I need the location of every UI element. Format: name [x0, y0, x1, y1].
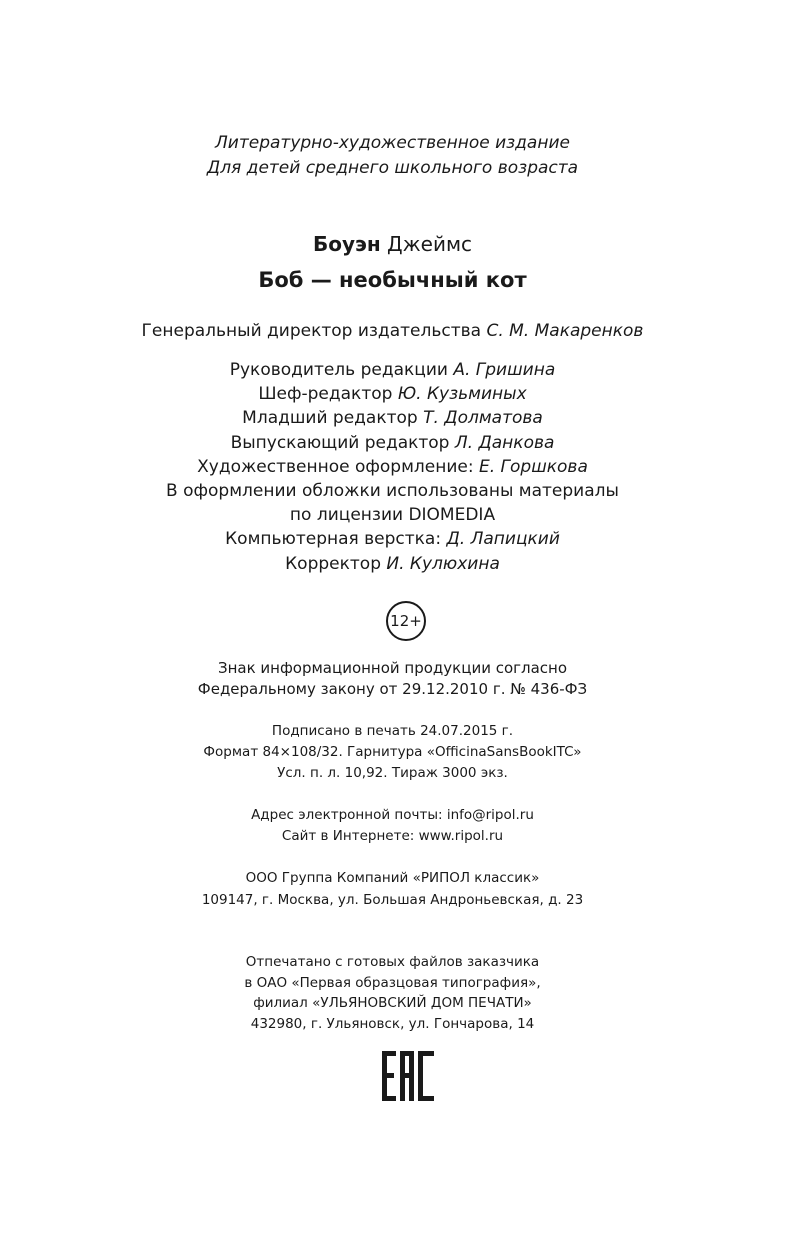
- company-name: ООО Группа Компаний «РИПОЛ классик»: [245, 870, 540, 886]
- staff-line: [0, 358, 785, 382]
- staff-role: Младший редактор: [242, 408, 418, 429]
- director-name: С. М. Макаренков: [486, 321, 644, 341]
- email-line: Адрес электронной почты: info@ripol.ru: [251, 807, 534, 823]
- law-note-line: Знак информационной продукции согласно: [217, 659, 568, 677]
- staff-name: Д. Лапицкий: [446, 529, 560, 550]
- staff-role: Компьютерная верстка:: [225, 529, 442, 550]
- staff-name: Т. Долматова: [423, 408, 543, 429]
- law-note: [0, 658, 785, 700]
- edition-kind: Литературно-художественное издание: [215, 133, 570, 153]
- print-info-line: Формат 84×108/32. Гарнитура «OfficinaSansBookITC»: [203, 744, 582, 760]
- printer-line: в ОАО «Первая образцовая типография»,: [244, 974, 541, 991]
- staff-role: Руководитель редакции: [229, 360, 448, 380]
- author-first-name: Джеймс: [387, 232, 473, 256]
- printer-info: [0, 952, 785, 1034]
- staff-line: [0, 431, 785, 455]
- printer-line: 432980, г. Ульяновск, ул. Гончарова, 14: [250, 1015, 535, 1032]
- staff-role: Художественное оформление:: [197, 456, 474, 477]
- cover-note-line: В оформлении обложки использованы материалы: [166, 481, 619, 502]
- contacts: [0, 805, 785, 847]
- book-title: Боб — необычный кот: [258, 268, 527, 292]
- author-line: [0, 230, 785, 258]
- edition-info: [0, 131, 785, 181]
- company-address: 109147, г. Москва, ул. Большая Андроньевская, д. 23: [201, 892, 584, 908]
- staff-name: А. Гришина: [453, 360, 556, 380]
- age-rating-badge: 12+: [386, 601, 426, 641]
- staff-line: [0, 455, 785, 479]
- staff-name: Л. Данкова: [454, 432, 555, 453]
- print-info-line: Усл. п. л. 10,92. Тираж 3000 экз.: [277, 765, 508, 781]
- staff-line: [0, 406, 785, 430]
- staff-name: Ю. Кузьминых: [397, 384, 527, 405]
- website-line: Сайт в Интернете: www.ripol.ru: [281, 828, 504, 844]
- law-note-line: Федеральному закону от 29.12.2010 г. № 436-ФЗ: [197, 680, 588, 698]
- staff-list: [0, 358, 785, 576]
- staff-line: [0, 527, 785, 551]
- printer-line: Отпечатано с готовых файлов заказчика: [245, 954, 540, 970]
- staff-role: Шеф-редактор: [258, 384, 393, 405]
- staff-name: Е. Горшкова: [479, 456, 588, 477]
- publisher-company: [0, 867, 785, 911]
- staff-role: Выпускающий редактор: [230, 432, 450, 453]
- cover-note-line: по лицензии DIOMEDIA: [289, 505, 496, 526]
- staff-role: Корректор: [285, 553, 381, 574]
- printer-line: филиал «УЛЬЯНОВСКИЙ ДОМ ПЕЧАТИ»: [253, 995, 532, 1011]
- author-last-name: Боуэн: [312, 232, 381, 256]
- staff-name: И. Кулюхина: [386, 553, 500, 574]
- print-info: [0, 721, 785, 784]
- edition-audience: Для детей среднего школьного возраста: [206, 158, 579, 178]
- staff-line: [0, 552, 785, 576]
- director-role: Генеральный директор издательства: [141, 321, 482, 341]
- staff-line: [0, 382, 785, 406]
- print-info-line: Подписано в печать 24.07.2015 г.: [271, 723, 514, 739]
- director-line: [0, 318, 785, 344]
- eac-mark-icon: [382, 1051, 434, 1101]
